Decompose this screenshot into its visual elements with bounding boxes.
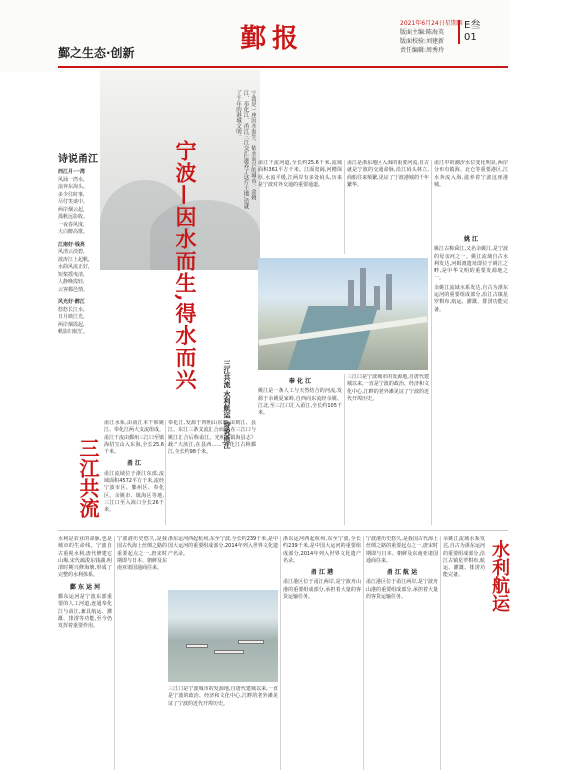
poem-line: 风涌一湾水, bbox=[58, 176, 85, 183]
page-headline: 宁波—因水而生,得水而兴 bbox=[173, 140, 198, 391]
poem-line: 一夜春风度, bbox=[58, 221, 85, 228]
boat-shape bbox=[238, 640, 264, 644]
paragraph: 甬江港区位于甬江两岸,是宁波舟山港的重要组成部分,承担着大量的客货运输任务。 bbox=[283, 579, 361, 601]
paragraph: 姚江是一条人工与天然结合的河流,发源于余姚夏家岭,自西向东流经余姚、江北,至三江口汇入甬江,全长约105千米。 bbox=[258, 388, 342, 417]
page-gutter bbox=[510, 0, 564, 778]
newspaper-logo: 鄞报 bbox=[240, 24, 305, 54]
section-head-shuili: 水利航运 bbox=[489, 540, 510, 612]
subhead: 鄞 东 运 河 bbox=[69, 583, 101, 591]
column-divider bbox=[344, 160, 345, 254]
column-divider bbox=[431, 160, 432, 525]
bridge-photo bbox=[258, 258, 428, 370]
column-divider bbox=[363, 536, 364, 770]
subhead: 奉 化 江 bbox=[288, 378, 312, 385]
text-column bbox=[117, 536, 167, 770]
editor-line: 版面主编:陈海英 bbox=[400, 29, 445, 36]
paragraph: 甬江水系,由甬江本干和姚江、奉化江两大支流组成。甬江干流由鄞州三江口至镇海招宝山入东海,全长25.6千米。 bbox=[104, 420, 164, 456]
column-divider bbox=[344, 374, 345, 525]
text-column bbox=[104, 420, 164, 525]
poem-line: 云客鄞邑情。 bbox=[58, 286, 89, 293]
paragraph: 甬江是浙东地区入海的重要河流,自古就是宁波的交通命脉,沿江码头林立,商船往来频繁,见证了宁波港城的千年繁华。 bbox=[347, 160, 429, 188]
building-shape bbox=[374, 286, 380, 310]
paragraph: 余姚江流域水系发达,自古为浙东运河的重要组成部分,沿江古镇星罗棋布,航运、灌溉、排涝功能完备。 bbox=[434, 284, 508, 313]
text-column bbox=[258, 374, 342, 525]
subhead: 姚 江 bbox=[463, 236, 479, 243]
poem-line: 尽付笑谈中。 bbox=[58, 199, 89, 205]
poem-line: 多少往时事, bbox=[58, 191, 85, 198]
paragraph: 鄞东运河是宁波东部重要的人工河道,连通奉化江与甬江,兼具航运、灌溉、排涝等功能,至今仍发挥着重要作用。 bbox=[58, 594, 112, 630]
editor-line: 版面校验:刘建新 bbox=[400, 38, 445, 45]
headline-deck: 三江共流 水利航运 诗说甬江 bbox=[223, 360, 231, 449]
text-column bbox=[168, 536, 278, 588]
subhead: 甬 江 港 bbox=[310, 569, 334, 577]
poem-block bbox=[58, 242, 104, 295]
section-divider bbox=[58, 530, 508, 531]
section-tag: 鄞之生态·创新 bbox=[58, 46, 135, 60]
column-divider bbox=[165, 420, 166, 525]
masthead bbox=[0, 0, 564, 72]
poem-block bbox=[58, 299, 104, 337]
text-column bbox=[258, 160, 342, 254]
intro-text: 宁波是一座因水而生、依水而兴的城市。余姚江、奉化江、甬江三江交汇,滋养了这片土地,造就了千年的港城文明。 bbox=[235, 90, 256, 209]
poem-line: 大白醉高歌。 bbox=[58, 229, 89, 235]
poem-line: 帆影归航忙。 bbox=[58, 329, 89, 335]
paragraph: 甬江港区位于甬江两岸,是宁波舟山港的重要组成部分,承担着大量的客货运输任务。 bbox=[366, 579, 438, 601]
text-column bbox=[434, 160, 508, 230]
paragraph: 宁波港历史悠久,是我国古代海上丝绸之路的重要起点之一,唐宋时期即与日本、朝鲜及东南亚诸国通商往来。 bbox=[117, 536, 167, 572]
boat-shape bbox=[186, 644, 208, 648]
boat-shape bbox=[214, 650, 244, 654]
poem-line: 浪奔东海头。 bbox=[58, 184, 89, 190]
paragraph: 余姚江流域水系发达,自古为浙东运河的重要组成部分,沿江古镇星罗棋布,航运、灌溉、排涝功能完备。 bbox=[443, 536, 485, 579]
editor-credits bbox=[400, 28, 444, 55]
poem-column bbox=[58, 150, 104, 420]
poem-line: 风清云淡碧, bbox=[58, 249, 85, 255]
column-divider bbox=[440, 536, 441, 770]
section-head-sanjiang: 三江共流 bbox=[76, 438, 100, 518]
page-number: 01 bbox=[464, 32, 477, 43]
mountain-shape bbox=[150, 200, 260, 270]
paragraph: 水利是农业的命脉,也是城市的生命线。宁波自古重视水利,唐代修建它山堰,宋代疏浚东钱湖,明清时期兴修海塘,形成了完整的水利体系。 bbox=[58, 536, 112, 579]
text-column bbox=[283, 536, 361, 770]
building-shape bbox=[348, 280, 354, 310]
subhead: 甬 江 航 运 bbox=[386, 569, 418, 577]
poem-line: 短桨摇曳清, bbox=[58, 271, 85, 278]
text-column bbox=[58, 536, 112, 770]
text-column bbox=[347, 374, 429, 525]
paragraph: 甬江中的潮汐水位变化明显,两岸分布有镇海、北仑等重要港区,江水奔流入海,滋养着宁波这座港城。 bbox=[434, 160, 508, 188]
text-column bbox=[347, 160, 429, 254]
poem-line: 孤帆远影收。 bbox=[58, 214, 89, 220]
masthead-rule bbox=[58, 66, 508, 68]
paragraph: 浙东运河西起杭州,东至宁波,全长约239千米,是中国大运河的重要组成部分,2014年列入世界文化遗产名录。 bbox=[168, 536, 278, 557]
poem-line: 日月映江光, bbox=[58, 314, 85, 320]
poem-line: 水曲风流正好, bbox=[58, 264, 90, 270]
building-shape bbox=[386, 274, 392, 310]
poem-subtitle: 风光好·醉江 bbox=[58, 299, 85, 305]
river-boats-photo bbox=[168, 590, 278, 682]
page-section: E叁 bbox=[464, 20, 481, 31]
poem-line: 波涛江上起帆, bbox=[58, 256, 90, 263]
poem-block bbox=[58, 169, 104, 237]
paragraph: 甬江干流河道,全长约25.6千米,流域面积361平方千米。江面宽阔,河槽深厚,水流平缓,江两岸有多处码头,历来是宁波对外交通的重要通道。 bbox=[258, 160, 342, 188]
poem-line: 悠悠长江水, bbox=[58, 306, 85, 313]
paragraph: 三江口是宁波城市的发源地,自唐代建城以来,一直是宁波的政治、经济和文化中心,江畔的老外滩见证了宁波的近代开埠历史。 bbox=[347, 374, 429, 402]
paragraph: 甬江流域位于浙江东部,流域面积4572平方千米,流经宁波市区、鄞州区、奉化区、余姚市、镇海区等地,三江口至入海口全长26千米。 bbox=[104, 470, 164, 514]
column-divider bbox=[280, 536, 281, 770]
text-column bbox=[443, 536, 485, 770]
poem-line: 两岸烟云起, bbox=[58, 206, 85, 213]
paragraph: 浙东运河西起杭州,东至宁波,全长约239千米,是中国大运河的重要组成部分,2014年列入世界文化遗产名录。 bbox=[283, 536, 361, 564]
text-column bbox=[366, 536, 438, 770]
poem-subtitle: 西江月·一湾 bbox=[58, 169, 85, 175]
paragraph: 宁波港历史悠久,是我国古代海上丝绸之路的重要起点之一,唐宋时期即与日本、朝鲜及东南亚诸国通商往来。 bbox=[366, 536, 438, 564]
subhead: 甬 江 bbox=[126, 460, 142, 468]
text-column bbox=[168, 686, 278, 770]
text-column bbox=[434, 232, 508, 525]
paragraph: 三江口是宁波城市的发源地,自唐代建城以来,一直是宁波的政治、经济和文化中心,江畔的老外滩见证了宁波的近代开埠历史。 bbox=[168, 686, 278, 707]
editor-line: 责任编辑:周秀玲 bbox=[400, 47, 445, 54]
poem-line: 两岸烟霞起, bbox=[58, 321, 85, 328]
poem-line: 人静晚霞轻, bbox=[58, 279, 85, 285]
column-divider bbox=[114, 536, 115, 770]
paragraph: 姚江古称舜江,又名余姚江,是宁波的母亲河之一。姚江流域自古水利发达,河姆渡遗址即位于姚江之畔,是中华文明的重要发源地之一。 bbox=[434, 246, 508, 282]
poem-subtitle: 江南好·钱亮 bbox=[58, 241, 85, 248]
building-shape bbox=[360, 268, 366, 310]
poem-column-title: 诗说甬江 bbox=[58, 154, 98, 165]
paragraph: 奉化江,发源于四明山东麓,由剡江、县江、东江三条支流汇合而成,在三江口与姚江汇合后称甬江。光明《镇海县志》载:“大浃江,在县西……”奉化江古称鄞江,全长约98千米。 bbox=[168, 420, 256, 456]
issue-date: 2021年6月24日星期四 bbox=[400, 20, 463, 27]
text-column bbox=[168, 420, 256, 525]
page-code bbox=[458, 20, 480, 44]
